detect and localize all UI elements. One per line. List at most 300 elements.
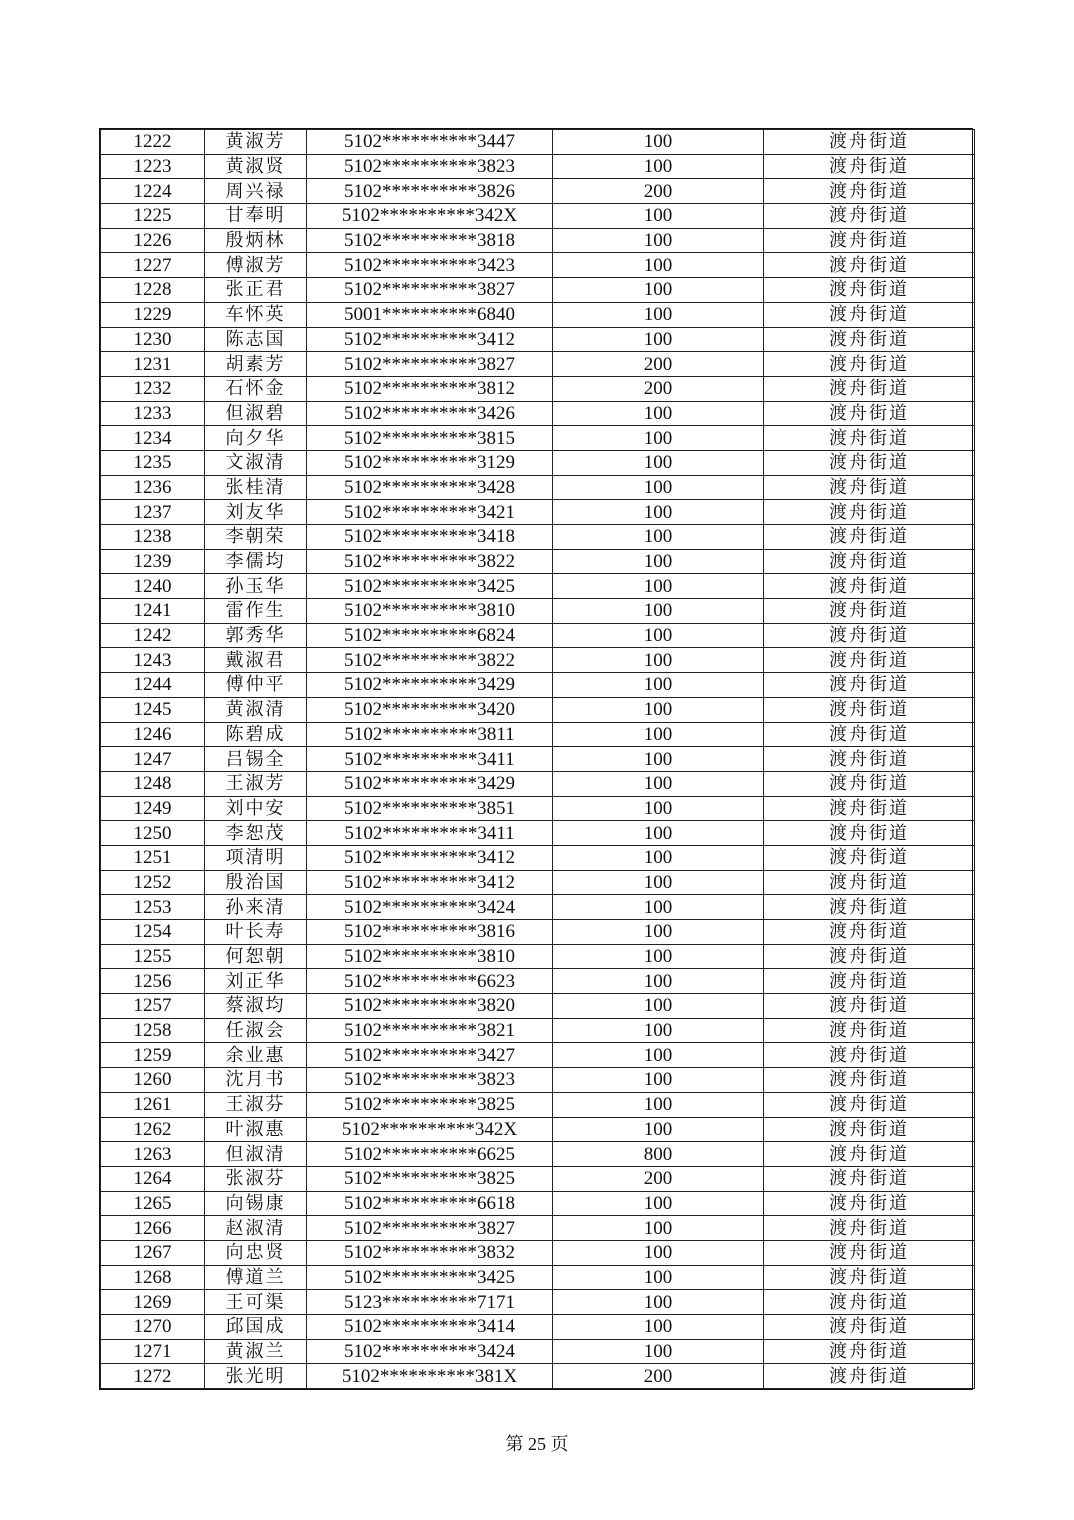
table-row [101, 870, 975, 895]
cell-name: 黄淑贤 [205, 154, 307, 179]
cell-street: 渡舟街道 [764, 1216, 975, 1241]
cell-name: 甘奉明 [205, 204, 307, 229]
cell-amount: 100 [553, 1191, 764, 1216]
cell-name: 李儒均 [205, 549, 307, 574]
cell-name: 叶淑惠 [205, 1117, 307, 1142]
cell-name: 项清明 [205, 845, 307, 870]
cell-row-number: 1271 [101, 1339, 205, 1364]
cell-street: 渡舟街道 [764, 1240, 975, 1265]
cell-amount: 100 [553, 1018, 764, 1043]
cell-id-number: 5102**********381X [307, 1364, 553, 1389]
cell-row-number: 1249 [101, 796, 205, 821]
cell-amount: 100 [553, 1265, 764, 1290]
cell-name: 但淑清 [205, 1142, 307, 1167]
cell-street: 渡舟街道 [764, 845, 975, 870]
cell-street: 渡舟街道 [764, 1092, 975, 1117]
cell-name: 雷作生 [205, 599, 307, 624]
table-row [101, 722, 975, 747]
cell-amount: 100 [553, 599, 764, 624]
cell-amount: 100 [553, 920, 764, 945]
page-number: 第 25 页 [505, 1434, 569, 1454]
table-row [101, 426, 975, 451]
cell-amount: 200 [553, 352, 764, 377]
cell-name: 石怀金 [205, 376, 307, 401]
cell-street: 渡舟街道 [764, 327, 975, 352]
cell-row-number: 1240 [101, 574, 205, 599]
cell-row-number: 1227 [101, 253, 205, 278]
cell-id-number: 5102**********3412 [307, 845, 553, 870]
table-row [101, 1191, 975, 1216]
cell-street: 渡舟街道 [764, 994, 975, 1019]
table-row [101, 747, 975, 772]
cell-row-number: 1223 [101, 154, 205, 179]
cell-row-number: 1272 [101, 1364, 205, 1389]
cell-street: 渡舟街道 [764, 574, 975, 599]
cell-street: 渡舟街道 [764, 426, 975, 451]
cell-name: 郭秀华 [205, 623, 307, 648]
table-row [101, 1265, 975, 1290]
cell-id-number: 5102**********6824 [307, 623, 553, 648]
cell-name: 傅仲平 [205, 673, 307, 698]
cell-amount: 100 [553, 821, 764, 846]
cell-id-number: 5102**********342X [307, 1117, 553, 1142]
table-row [101, 623, 975, 648]
cell-row-number: 1226 [101, 228, 205, 253]
cell-street: 渡舟街道 [764, 747, 975, 772]
cell-id-number: 5102**********3816 [307, 920, 553, 945]
cell-id-number: 5102**********3426 [307, 401, 553, 426]
cell-street: 渡舟街道 [764, 648, 975, 673]
cell-id-number: 5102**********3832 [307, 1240, 553, 1265]
cell-street: 渡舟街道 [764, 1018, 975, 1043]
cell-amount: 100 [553, 722, 764, 747]
cell-name: 张正君 [205, 278, 307, 303]
cell-id-number: 5102**********3820 [307, 994, 553, 1019]
cell-street: 渡舟街道 [764, 1265, 975, 1290]
table-row [101, 450, 975, 475]
cell-id-number: 5102**********3411 [307, 821, 553, 846]
cell-row-number: 1238 [101, 525, 205, 550]
cell-id-number: 5102**********3818 [307, 228, 553, 253]
cell-amount: 100 [553, 278, 764, 303]
cell-street: 渡舟街道 [764, 1043, 975, 1068]
table-row [101, 574, 975, 599]
cell-row-number: 1268 [101, 1265, 205, 1290]
cell-row-number: 1239 [101, 549, 205, 574]
roster-table-body [101, 130, 975, 1389]
roster-table [100, 129, 975, 1389]
table-row [101, 327, 975, 352]
cell-amount: 100 [553, 796, 764, 821]
cell-street: 渡舟街道 [764, 500, 975, 525]
cell-row-number: 1265 [101, 1191, 205, 1216]
cell-street: 渡舟街道 [764, 278, 975, 303]
cell-id-number: 5102**********3822 [307, 648, 553, 673]
cell-street: 渡舟街道 [764, 228, 975, 253]
table-row [101, 1315, 975, 1340]
cell-id-number: 5102**********3412 [307, 327, 553, 352]
cell-amount: 100 [553, 130, 764, 155]
cell-name: 陈碧成 [205, 722, 307, 747]
cell-id-number: 5102**********342X [307, 204, 553, 229]
cell-name: 黄淑兰 [205, 1339, 307, 1364]
cell-row-number: 1254 [101, 920, 205, 945]
cell-row-number: 1264 [101, 1166, 205, 1191]
cell-amount: 100 [553, 450, 764, 475]
cell-name: 刘友华 [205, 500, 307, 525]
cell-street: 渡舟街道 [764, 920, 975, 945]
cell-name: 胡素芳 [205, 352, 307, 377]
cell-name: 张光明 [205, 1364, 307, 1389]
cell-street: 渡舟街道 [764, 1315, 975, 1340]
cell-name: 陈志国 [205, 327, 307, 352]
cell-row-number: 1242 [101, 623, 205, 648]
cell-id-number: 5102**********3827 [307, 352, 553, 377]
cell-street: 渡舟街道 [764, 450, 975, 475]
cell-row-number: 1262 [101, 1117, 205, 1142]
cell-name: 殷治国 [205, 870, 307, 895]
table-row [101, 253, 975, 278]
cell-row-number: 1244 [101, 673, 205, 698]
cell-name: 李恕茂 [205, 821, 307, 846]
cell-row-number: 1255 [101, 944, 205, 969]
cell-amount: 100 [553, 1339, 764, 1364]
cell-id-number: 5102**********3822 [307, 549, 553, 574]
cell-id-number: 5001**********6840 [307, 302, 553, 327]
cell-row-number: 1241 [101, 599, 205, 624]
table-row [101, 1043, 975, 1068]
cell-id-number: 5102**********3827 [307, 1216, 553, 1241]
cell-amount: 100 [553, 845, 764, 870]
cell-amount: 100 [553, 154, 764, 179]
cell-street: 渡舟街道 [764, 1142, 975, 1167]
cell-id-number: 5102**********3823 [307, 154, 553, 179]
cell-row-number: 1269 [101, 1290, 205, 1315]
table-row [101, 969, 975, 994]
table-row [101, 1117, 975, 1142]
cell-row-number: 1229 [101, 302, 205, 327]
cell-id-number: 5102**********3418 [307, 525, 553, 550]
cell-row-number: 1256 [101, 969, 205, 994]
cell-amount: 100 [553, 549, 764, 574]
cell-amount: 100 [553, 969, 764, 994]
cell-row-number: 1230 [101, 327, 205, 352]
cell-amount: 100 [553, 302, 764, 327]
table-row [101, 179, 975, 204]
cell-row-number: 1260 [101, 1068, 205, 1093]
cell-id-number: 5102**********3427 [307, 1043, 553, 1068]
cell-name: 蔡淑均 [205, 994, 307, 1019]
cell-amount: 100 [553, 648, 764, 673]
cell-name: 张桂清 [205, 475, 307, 500]
cell-amount: 100 [553, 1092, 764, 1117]
table-row [101, 673, 975, 698]
cell-name: 王淑芬 [205, 1092, 307, 1117]
cell-name: 黄淑芳 [205, 130, 307, 155]
cell-street: 渡舟街道 [764, 673, 975, 698]
cell-row-number: 1253 [101, 895, 205, 920]
cell-street: 渡舟街道 [764, 401, 975, 426]
cell-street: 渡舟街道 [764, 599, 975, 624]
cell-name: 文淑清 [205, 450, 307, 475]
cell-street: 渡舟街道 [764, 771, 975, 796]
cell-street: 渡舟街道 [764, 1117, 975, 1142]
table-row [101, 895, 975, 920]
cell-row-number: 1234 [101, 426, 205, 451]
cell-id-number: 5102**********3129 [307, 450, 553, 475]
cell-name: 赵淑清 [205, 1216, 307, 1241]
cell-street: 渡舟街道 [764, 944, 975, 969]
cell-row-number: 1251 [101, 845, 205, 870]
cell-row-number: 1233 [101, 401, 205, 426]
cell-street: 渡舟街道 [764, 376, 975, 401]
cell-id-number: 5102**********3811 [307, 722, 553, 747]
cell-street: 渡舟街道 [764, 302, 975, 327]
cell-id-number: 5102**********3429 [307, 673, 553, 698]
table-row [101, 278, 975, 303]
cell-street: 渡舟街道 [764, 722, 975, 747]
cell-amount: 100 [553, 228, 764, 253]
cell-row-number: 1250 [101, 821, 205, 846]
cell-row-number: 1236 [101, 475, 205, 500]
cell-amount: 100 [553, 1290, 764, 1315]
cell-name: 车怀英 [205, 302, 307, 327]
cell-name: 向锡康 [205, 1191, 307, 1216]
cell-row-number: 1263 [101, 1142, 205, 1167]
table-row [101, 228, 975, 253]
cell-id-number: 5102**********3424 [307, 1339, 553, 1364]
cell-id-number: 5102**********3423 [307, 253, 553, 278]
cell-name: 任淑会 [205, 1018, 307, 1043]
table-row [101, 500, 975, 525]
table-row [101, 1166, 975, 1191]
cell-row-number: 1257 [101, 994, 205, 1019]
cell-name: 刘正华 [205, 969, 307, 994]
table-row [101, 302, 975, 327]
cell-id-number: 5102**********3421 [307, 500, 553, 525]
cell-street: 渡舟街道 [764, 154, 975, 179]
cell-row-number: 1231 [101, 352, 205, 377]
cell-amount: 100 [553, 747, 764, 772]
cell-name: 王淑芳 [205, 771, 307, 796]
cell-id-number: 5102**********3425 [307, 1265, 553, 1290]
table-row [101, 599, 975, 624]
cell-amount: 100 [553, 204, 764, 229]
cell-amount: 100 [553, 1043, 764, 1068]
cell-row-number: 1247 [101, 747, 205, 772]
cell-id-number: 5102**********6623 [307, 969, 553, 994]
cell-amount: 200 [553, 1364, 764, 1389]
cell-row-number: 1235 [101, 450, 205, 475]
table-row [101, 1092, 975, 1117]
cell-amount: 100 [553, 500, 764, 525]
cell-id-number: 5102**********3447 [307, 130, 553, 155]
cell-id-number: 5102**********3810 [307, 599, 553, 624]
cell-amount: 100 [553, 1315, 764, 1340]
table-row [101, 697, 975, 722]
table-row [101, 796, 975, 821]
cell-name: 余业惠 [205, 1043, 307, 1068]
cell-amount: 100 [553, 253, 764, 278]
cell-id-number: 5102**********3821 [307, 1018, 553, 1043]
cell-id-number: 5102**********3428 [307, 475, 553, 500]
cell-street: 渡舟街道 [764, 1166, 975, 1191]
cell-row-number: 1232 [101, 376, 205, 401]
cell-row-number: 1243 [101, 648, 205, 673]
cell-name: 戴淑君 [205, 648, 307, 673]
cell-street: 渡舟街道 [764, 352, 975, 377]
cell-id-number: 5102**********3810 [307, 944, 553, 969]
table-row [101, 1216, 975, 1241]
cell-amount: 100 [553, 944, 764, 969]
cell-id-number: 5123**********7171 [307, 1290, 553, 1315]
cell-street: 渡舟街道 [764, 1290, 975, 1315]
cell-id-number: 5102**********3425 [307, 574, 553, 599]
cell-street: 渡舟街道 [764, 796, 975, 821]
cell-name: 黄淑清 [205, 697, 307, 722]
cell-name: 傅道兰 [205, 1265, 307, 1290]
cell-street: 渡舟街道 [764, 179, 975, 204]
cell-amount: 100 [553, 994, 764, 1019]
table-row [101, 1339, 975, 1364]
cell-amount: 100 [553, 1068, 764, 1093]
cell-amount: 100 [553, 895, 764, 920]
cell-amount: 100 [553, 1216, 764, 1241]
cell-amount: 100 [553, 574, 764, 599]
cell-id-number: 5102**********3420 [307, 697, 553, 722]
cell-amount: 100 [553, 475, 764, 500]
cell-amount: 100 [553, 525, 764, 550]
table-row [101, 771, 975, 796]
table-row [101, 1290, 975, 1315]
cell-street: 渡舟街道 [764, 895, 975, 920]
table-row [101, 154, 975, 179]
cell-street: 渡舟街道 [764, 697, 975, 722]
cell-id-number: 5102**********3825 [307, 1166, 553, 1191]
cell-id-number: 5102**********3812 [307, 376, 553, 401]
cell-amount: 100 [553, 327, 764, 352]
cell-amount: 100 [553, 870, 764, 895]
cell-street: 渡舟街道 [764, 821, 975, 846]
table-row [101, 401, 975, 426]
cell-name: 刘中安 [205, 796, 307, 821]
cell-row-number: 1248 [101, 771, 205, 796]
cell-street: 渡舟街道 [764, 204, 975, 229]
cell-name: 向忠贤 [205, 1240, 307, 1265]
cell-name: 吕锡全 [205, 747, 307, 772]
cell-name: 王可渠 [205, 1290, 307, 1315]
cell-id-number: 5102**********3826 [307, 179, 553, 204]
cell-street: 渡舟街道 [764, 1364, 975, 1389]
cell-id-number: 5102**********3827 [307, 278, 553, 303]
table-row [101, 648, 975, 673]
cell-amount: 100 [553, 697, 764, 722]
cell-name: 周兴禄 [205, 179, 307, 204]
table-row [101, 130, 975, 155]
cell-street: 渡舟街道 [764, 969, 975, 994]
cell-row-number: 1237 [101, 500, 205, 525]
cell-row-number: 1222 [101, 130, 205, 155]
cell-name: 孙玉华 [205, 574, 307, 599]
cell-name: 向夕华 [205, 426, 307, 451]
cell-id-number: 5102**********3851 [307, 796, 553, 821]
table-row [101, 1364, 975, 1389]
cell-name: 张淑芬 [205, 1166, 307, 1191]
cell-id-number: 5102**********6625 [307, 1142, 553, 1167]
table-row [101, 352, 975, 377]
cell-name: 傅淑芳 [205, 253, 307, 278]
cell-id-number: 5102**********6618 [307, 1191, 553, 1216]
cell-amount: 800 [553, 1142, 764, 1167]
table-row [101, 525, 975, 550]
cell-row-number: 1266 [101, 1216, 205, 1241]
cell-name: 邱国成 [205, 1315, 307, 1340]
cell-street: 渡舟街道 [764, 525, 975, 550]
cell-row-number: 1245 [101, 697, 205, 722]
table-row [101, 1068, 975, 1093]
cell-amount: 200 [553, 376, 764, 401]
cell-row-number: 1246 [101, 722, 205, 747]
cell-amount: 100 [553, 401, 764, 426]
cell-row-number: 1252 [101, 870, 205, 895]
cell-name: 沈月书 [205, 1068, 307, 1093]
table-row [101, 204, 975, 229]
cell-id-number: 5102**********3411 [307, 747, 553, 772]
table-row [101, 1240, 975, 1265]
cell-name: 但淑碧 [205, 401, 307, 426]
cell-amount: 100 [553, 673, 764, 698]
table-row [101, 1018, 975, 1043]
cell-amount: 100 [553, 623, 764, 648]
cell-row-number: 1225 [101, 204, 205, 229]
cell-name: 殷炳林 [205, 228, 307, 253]
cell-id-number: 5102**********3815 [307, 426, 553, 451]
cell-amount: 100 [553, 1240, 764, 1265]
cell-street: 渡舟街道 [764, 1191, 975, 1216]
cell-street: 渡舟街道 [764, 549, 975, 574]
cell-street: 渡舟街道 [764, 130, 975, 155]
table-row [101, 944, 975, 969]
cell-row-number: 1261 [101, 1092, 205, 1117]
table-row [101, 920, 975, 945]
cell-street: 渡舟街道 [764, 1339, 975, 1364]
table-row [101, 1142, 975, 1167]
cell-name: 叶长寿 [205, 920, 307, 945]
table-row [101, 821, 975, 846]
table-row [101, 376, 975, 401]
cell-amount: 200 [553, 1166, 764, 1191]
table-row [101, 845, 975, 870]
cell-row-number: 1228 [101, 278, 205, 303]
cell-amount: 100 [553, 771, 764, 796]
cell-name: 孙来清 [205, 895, 307, 920]
cell-amount: 200 [553, 179, 764, 204]
cell-name: 何恕朝 [205, 944, 307, 969]
cell-row-number: 1267 [101, 1240, 205, 1265]
cell-street: 渡舟街道 [764, 253, 975, 278]
cell-street: 渡舟街道 [764, 870, 975, 895]
table-row [101, 994, 975, 1019]
cell-row-number: 1224 [101, 179, 205, 204]
cell-street: 渡舟街道 [764, 475, 975, 500]
cell-street: 渡舟街道 [764, 623, 975, 648]
cell-row-number: 1259 [101, 1043, 205, 1068]
cell-id-number: 5102**********3825 [307, 1092, 553, 1117]
cell-id-number: 5102**********3429 [307, 771, 553, 796]
cell-amount: 100 [553, 426, 764, 451]
cell-amount: 100 [553, 1117, 764, 1142]
cell-row-number: 1270 [101, 1315, 205, 1340]
